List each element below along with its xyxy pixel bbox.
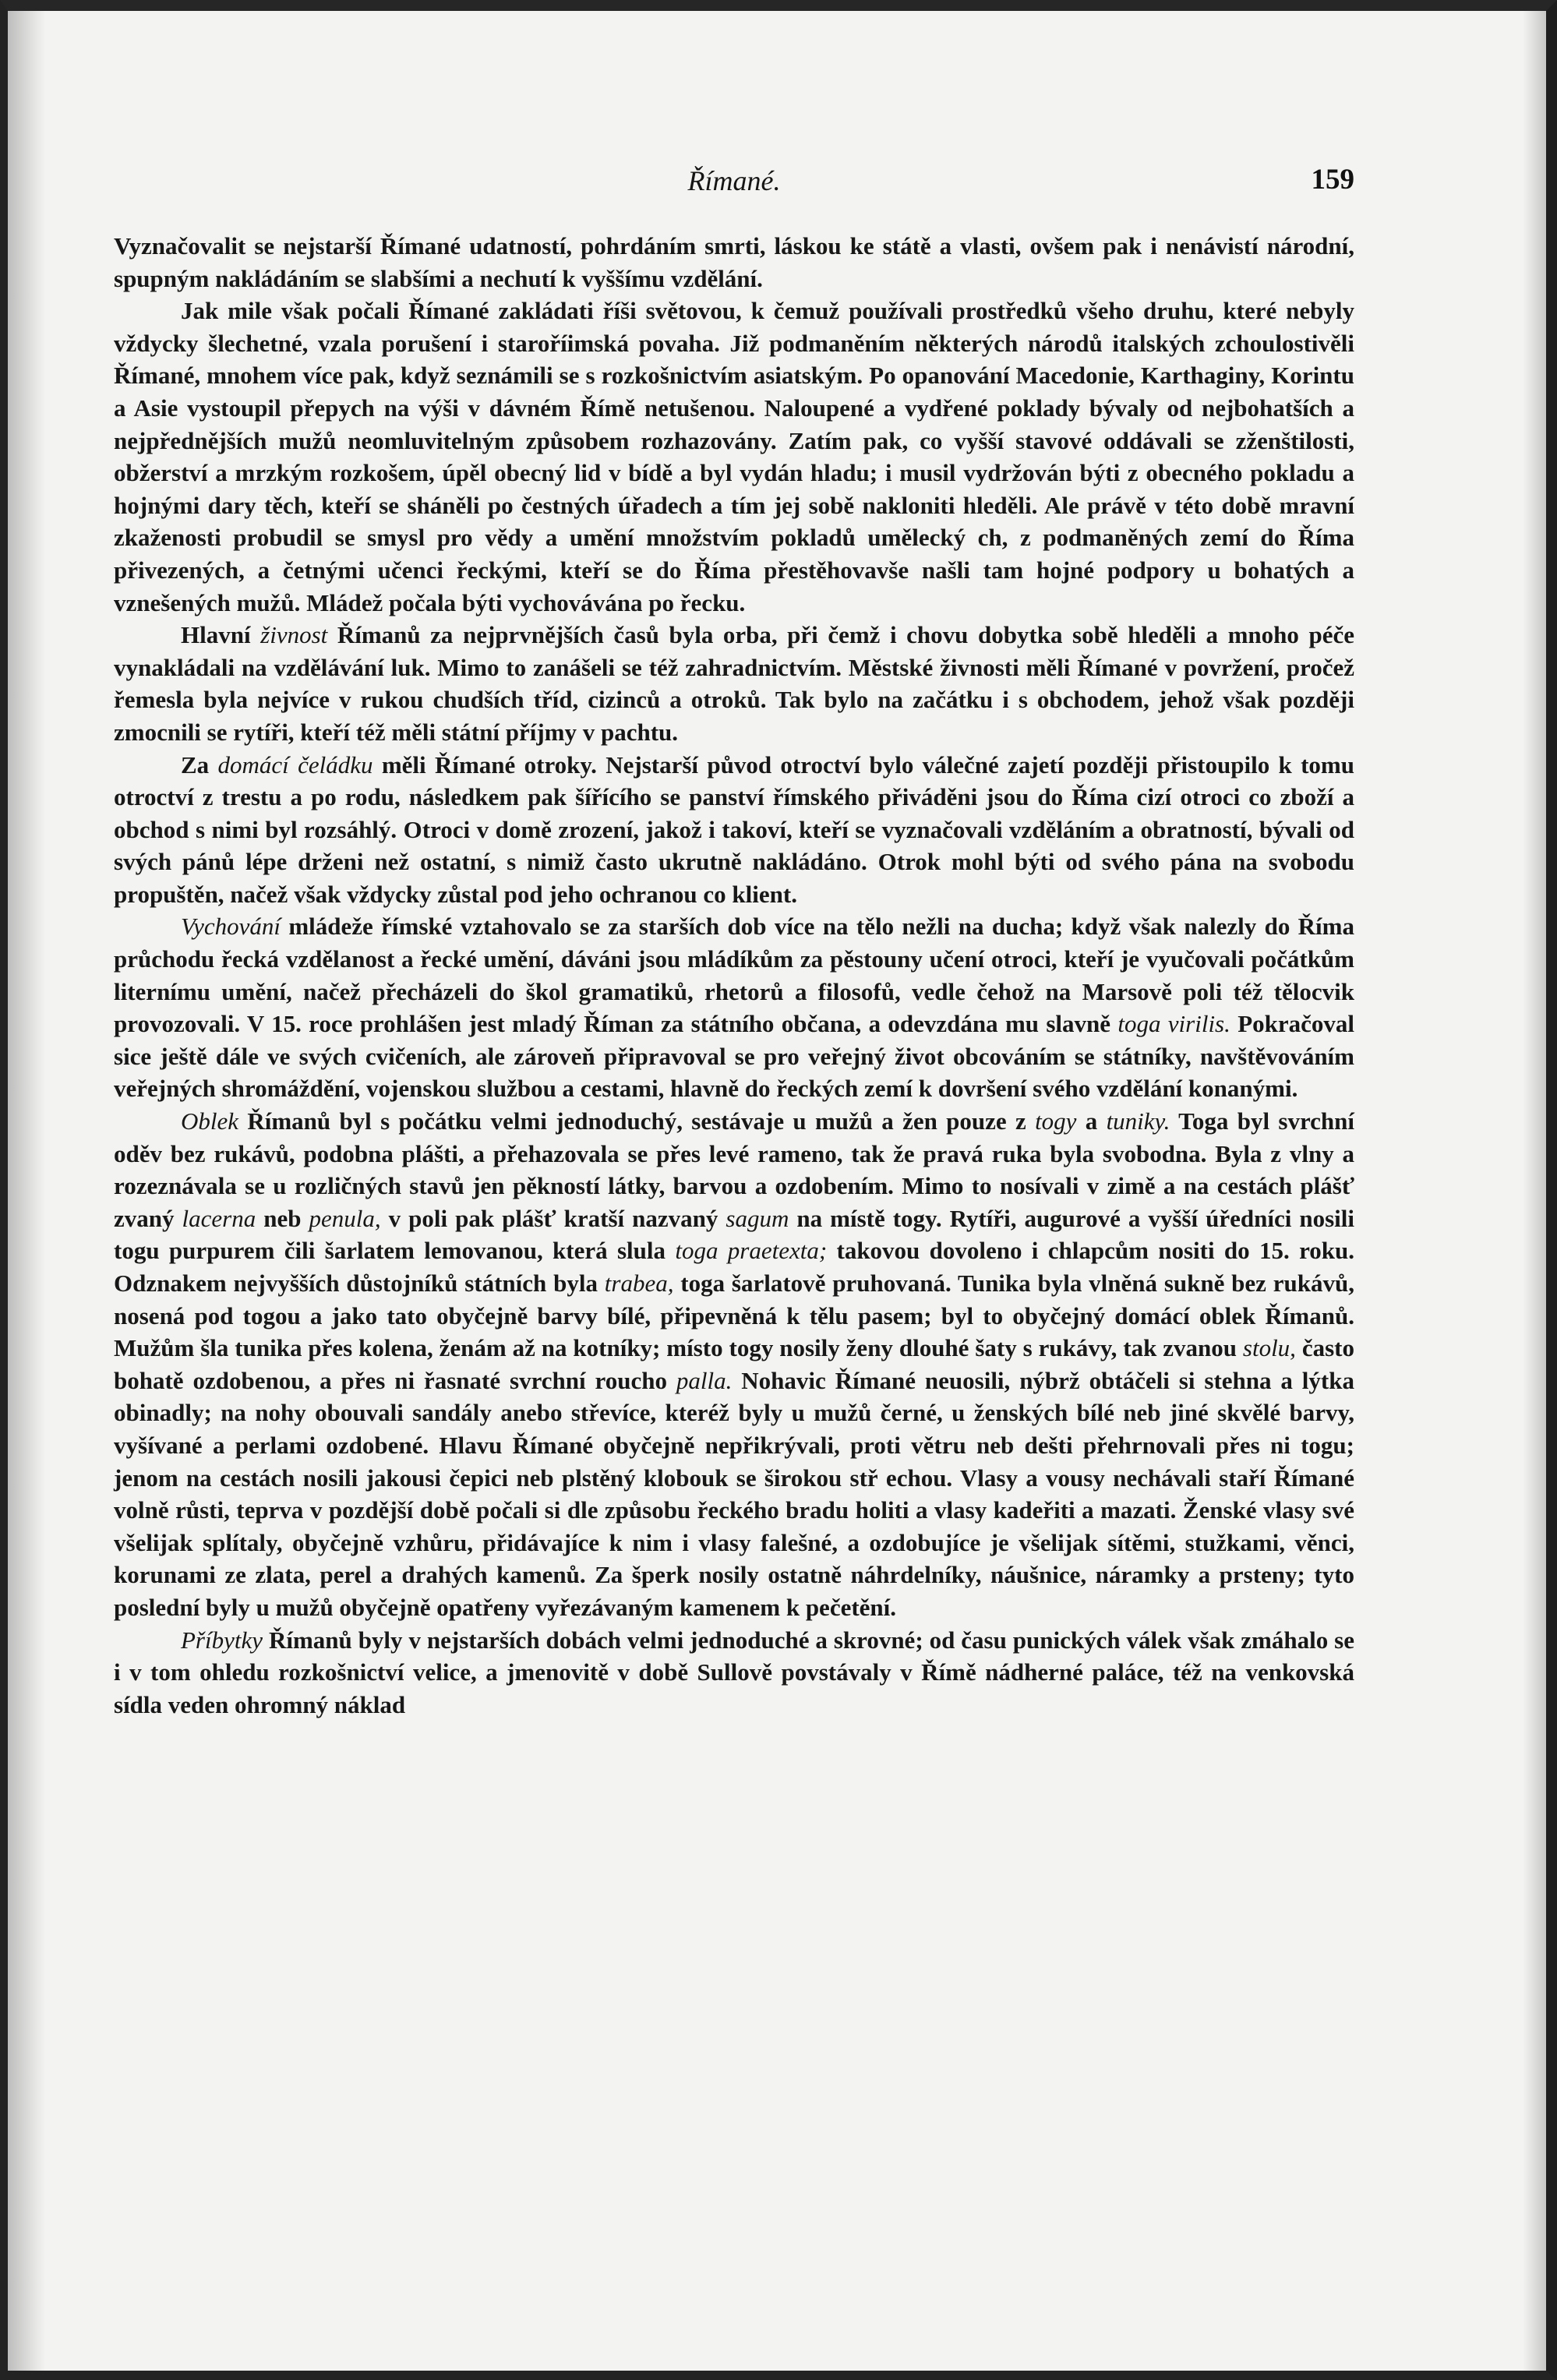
term-palla: palla. xyxy=(676,1366,733,1394)
paragraph-7 xyxy=(114,1624,1354,1721)
paragraph-1 xyxy=(114,230,1354,295)
term-domaci-celadku: domácí čeládku xyxy=(217,750,373,779)
p5-b: Pokračoval sice ještě dále ve svých cvičeních, ale zároveň připravoval se pro veřejný život obcováním se státníky, navštěvováním veřejných shromáždění, vojenskou službou a cestami, hlavně do řeckých zemí k dovršení svého vzdělání konanými. xyxy=(114,1010,1355,1103)
paragraph-4 xyxy=(114,749,1354,911)
p6-g: takovou dovoleno i chlapcům nositi do 15. roku. Odznakem nejvyšších důstojníků státních byla xyxy=(114,1237,1354,1297)
p6-b: a xyxy=(1076,1107,1107,1135)
term-sagum: sagum xyxy=(726,1204,789,1232)
term-toga-praetexta: toga praetexta; xyxy=(675,1237,828,1265)
p4-prefix: Za xyxy=(181,750,218,779)
term-stolu: stolu, xyxy=(1242,1334,1296,1362)
term-pribytky: Příbytky xyxy=(181,1626,263,1654)
running-title: Římané. xyxy=(687,165,781,196)
paragraph-3 xyxy=(114,619,1354,748)
p6-e: v poli pak plášť kratší nazvaný xyxy=(380,1204,726,1232)
term-tuniky: tuniky. xyxy=(1106,1107,1170,1135)
p6-i: často bohatě ozdobenou, a přes ni řasnaté svrchní roucho xyxy=(114,1334,1354,1394)
body-text xyxy=(114,230,1354,1721)
term-penula: penula, xyxy=(309,1204,381,1232)
page-header xyxy=(114,160,1354,203)
p5-a: mládeže římské vztahovalo se za starších dob více na tělo nežli na ducha; když však nalezly do Říma průchodu řecká vzdělanost a řecké umění, dáváni jsou mládíkům za pěstouny učení otroci, kteří je vyučovali počátkům liternímu umění, načež přecházeli do škol gramatiků, rhetorů a filosofů, vedle čehož na Marsově poli též tělocvik provozovali. V 15. roce prohlášen jest mladý Říman za státního občana, a odevzdána mu slavně xyxy=(114,913,1354,1038)
term-togy: togy xyxy=(1035,1107,1077,1135)
p3-prefix: Hlavní xyxy=(181,621,261,649)
paragraph-2-text: Jak mile však počali Římané zakládati říši světovou, k čemuž používali prostředků všeho druhu, které nebyly vždycky šlechetné, vzala porušení i staroříimská povaha. Již podmaněním některých národů italských zchoulostivěli Římané, mnohem více pak, když seznámili se s rozkošnictvím asiatským. Po opanování Macedonie, Karthaginy, Korintu a Asie vystoupil přepych na výši v dávném Římě netušenou. Naloupené a vydřené poklady bývaly od nejbohatších a nejpřednějších mužů neomluvitelným způsobem rozhazovány. Zatím pak, co vyšší stavové oddávali se zženštilosti, obžerství a mrzkým rozkošem, úpěl obecný lid v bídě a byl vydán hladu; i musil vydržován býti z obecného pokladu a hojnými dary těch, kteří se sháněli po čestných úřadech a tím jej sobě nakloniti hleděli. Ale právě v této době mravní zkaženosti probudil se smysl pro vědy a umění množstvím pokladů umělecký ch, z podmaněných zemí do Říma přivezených, a četnými učenci řeckými, kteří se do Říma přestěhovavše našli tam hojné podpory u bohatých a vznešených mužů. Mládež počala býti vychovávána po řecku. xyxy=(114,297,1354,616)
paragraph-2 xyxy=(114,295,1354,619)
paragraph-1-text: Vyznačovalit se nejstarší Římané udatností, pohrdáním smrti, láskou ke státě a vlasti, ovšem pak i nenávistí národní, spupným nakládáním se slabšími a nechutí k vyššímu vzdělání. xyxy=(114,232,1354,292)
term-oblek: Oblek xyxy=(181,1107,239,1135)
gutter-shadow xyxy=(8,11,45,2371)
term-zivnost: živnost xyxy=(260,621,328,649)
p3-rest: Římanů za nejprvnějších časů byla orba, při čemž i chovu dobytka sobě hleděli a mnoho péče vynakládali na vzdělávání luk. Mimo to zanášeli se též zahradnictvím. Městské živnosti měli Římané v povržení, pročež řemesla byla nejvíce v rukou chudších tříd, cizinců a otroků. Tak bylo na začátku i s obchodem, jehož však později zmocnili se rytíři, kteří též měli státní příjmy v pachtu. xyxy=(114,621,1354,746)
paragraph-5 xyxy=(114,910,1354,1105)
p6-a: Římanů byl s počátku velmi jednoduchý, sestávaje u mužů a žen pouze z xyxy=(238,1107,1036,1135)
term-toga-virilis: toga virilis. xyxy=(1117,1010,1230,1038)
page-edge-shadow xyxy=(1523,11,1546,2371)
p6-f: na místě togy. Rytíři, augurové a vyšší úředníci nosili togu purpurem čili šarlatem lemovanou, která slula xyxy=(114,1204,1355,1265)
p6-j: Nohavic Římané neuosili, nýbrž obtáčeli si stehna a lýtka obinadly; na nohy obouvali sandály anebo střevíce, kteréž byly u mužů černé, u ženských bílé neb jiné skvělé barvy, vyšívané a perlami ozdobené. Hlavu Římané obyčejně nepřikrývali, proti větru neb dešti přehrnovali přes ni togu; jenom na cestách nosili jakousi čepici neb plstěný klobouk se širokou stř echou. Vlasy a vousy nechávali staří Římané volně růsti, teprva v pozdější době počali si dle způsobu řeckého bradu holiti a vlasy kadeřiti a mazati. Ženské vlasy své všelijak splítaly, obyčejně vzhůru, přidávajíce k nim i vlasy falešné, a ozdobujíce je všelijak sítěmi, stužkami, věnci, korunami ze zlata, perel a drahých kamenů. Za šperk nosily ostatně náhrdelníky, náušnice, náramky a prsteny; tyto poslední byly u mužů obyčejně opatřeny vyřezávaným kamenem k pečetění. xyxy=(114,1366,1354,1621)
p6-c: Toga byl svrchní oděv bez rukávů, podobna plášti, a přehazovala se přes levé rameno, tak že pravá ruka byla svobodna. Byla z vlny a rozeznávala se u rozličných stavů jen pěkností látky, barvou a ozdobením. Mimo to nosívali v zimě a na cestách plášť zvaný xyxy=(114,1107,1355,1232)
p7-rest: Římanů byly v nejstarších dobách velmi jednoduché a skrovné; od času punických válek však zmáhalo se i v tom ohledu rozkošnictví velice, a jmenovitě v době Sullově povstávaly v Římě nádherné paláce, též na venkovská sídla veden ohromný náklad xyxy=(114,1626,1354,1718)
term-vychovani: Vychování xyxy=(181,913,281,941)
p6-d: neb xyxy=(256,1204,309,1232)
p6-h: toga šarlatově pruhovaná. Tunika byla vlněná sukně bez rukávů, nosená pod togou a jako tato obyčejně barvy bílé, připevněná k tělu pasem; byl to obyčejný domácí oblek Římanů. Mužům šla tunika přes kolena, ženám až na kotníky; místo togy nosily ženy dlouhé šaty s rukávy, tak zvanou xyxy=(114,1269,1354,1362)
term-lacerna: lacerna xyxy=(182,1204,256,1232)
term-trabea: trabea, xyxy=(604,1269,674,1297)
paragraph-6 xyxy=(114,1105,1354,1624)
page-number: 159 xyxy=(1311,164,1354,196)
p4-rest: měli Římané otroky. Nejstarší původ otroctví bylo válečné zajetí později přistoupilo k tomu otroctví z trestu a po rodu, následkem pak šířícího se panství římského přiváděni jsou do Říma cizí otroci co zboží a obchod s nimi byl rozsáhlý. Otroci v domě zrození, jakož i takoví, kteří se vyznačovali vzděláním a obratností, bývali od svých pánů lépe drženi než ostatní, s nimiž často ukrutně nakládáno. Otrok mohl býti od svého pána na svobodu propuštěn, načež však vždycky zůstal pod jeho ochranou co klient. xyxy=(114,750,1354,908)
